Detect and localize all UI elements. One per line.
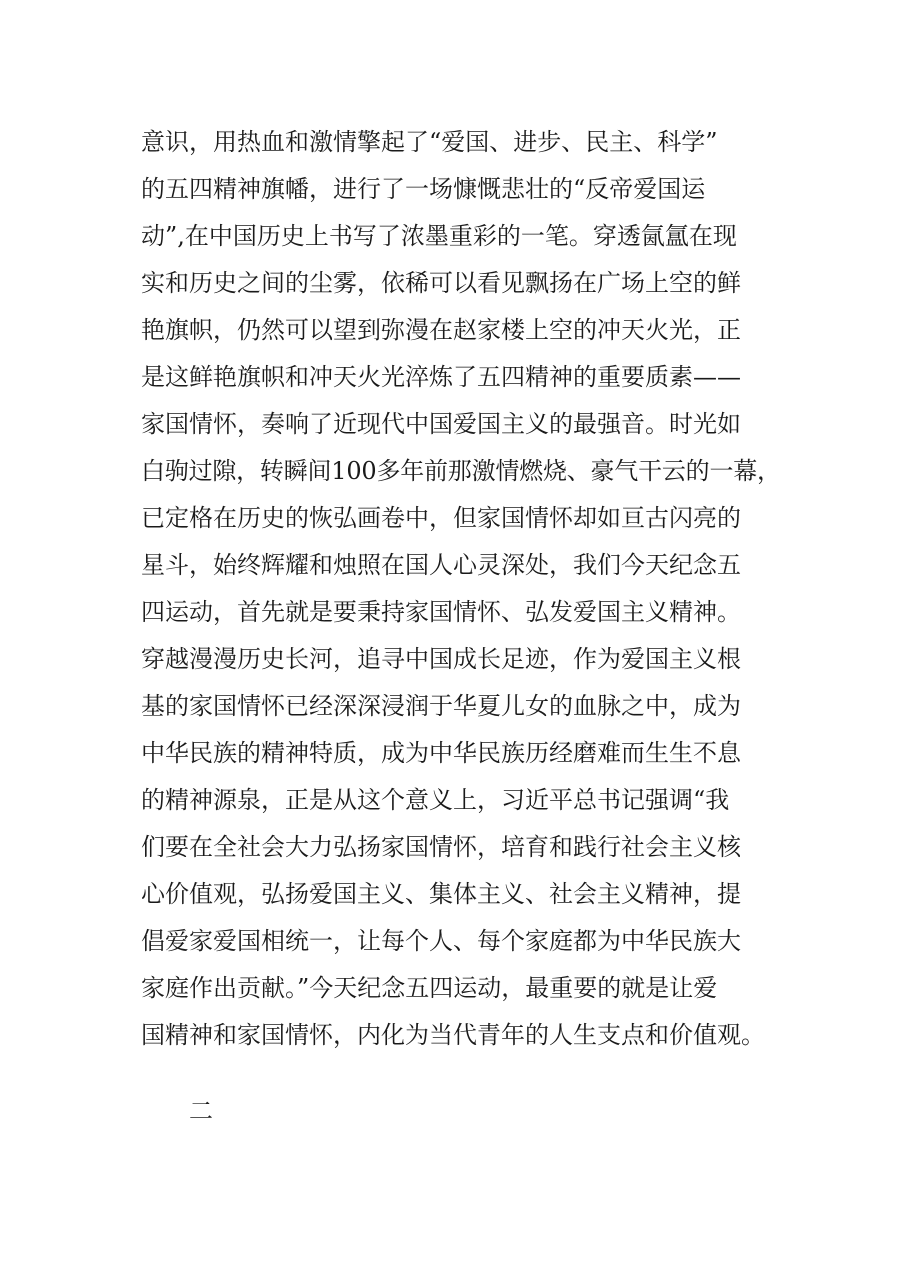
body-text-line: 四运动，首先就是要秉持家国情怀、弘发爱国主义精神。 xyxy=(141,598,741,626)
body-text-line: 是这鲜艳旗帜和冲天火光淬炼了五四精神的重要质素—— xyxy=(141,363,741,391)
body-text-line: 倡爱家爱国相统一，让每个人、每个家庭都为中华民族大 xyxy=(141,927,741,955)
body-text-line: 的精神源泉，正是从这个意义上，习近平总书记强调“我 xyxy=(141,786,730,814)
body-text-line: 心价值观，弘扬爱国主义、集体主义、社会主义精神，提 xyxy=(141,880,741,908)
body-text-line: 穿越漫漫历史长河，追寻中国成长足迹，作为爱国主义根 xyxy=(141,645,741,673)
body-text-line: 动”,在中国历史上书写了浓墨重彩的一笔。穿透氤氲在现 xyxy=(141,222,737,250)
body-text-line: 实和历史之间的尘雾，依稀可以看见飘扬在广场上空的鲜 xyxy=(141,269,741,297)
body-text-line: 中华民族的精神特质，成为中华民族历经磨难而生生不息 xyxy=(141,739,741,767)
body-text-line: 基的家国情怀已经深深浸润于华夏儿女的血脉之中，成为 xyxy=(141,692,741,720)
body-text-line: 已定格在历史的恢弘画卷中，但家国情怀却如亘古闪亮的 xyxy=(141,504,741,532)
body-text-line: 国精神和家国情怀，内化为当代青年的人生支点和价值观。 xyxy=(141,1021,765,1049)
body-text-line: 艳旗帜，仍然可以望到弥漫在赵家楼上空的冲天火光，正 xyxy=(141,316,741,344)
body-text-line: 的五四精神旗幡，进行了一场慷慨悲壮的“反帝爱国运 xyxy=(141,175,706,203)
body-text-line: 家庭作出贡献。”今天纪念五四运动，最重要的就是让爱 xyxy=(141,974,718,1002)
body-text-line: 星斗，始终辉耀和烛照在国人心灵深处，我们今天纪念五 xyxy=(141,551,741,579)
body-text-line: 家国情怀，奏响了近现代中国爱国主义的最强音。时光如 xyxy=(141,410,741,438)
body-text-line: 意识，用热血和激情擎起了“爱国、进步、民主、科学” xyxy=(141,128,718,156)
body-text-line: 白驹过隙，转瞬间100多年前那激情燃烧、豪气干云的一幕， xyxy=(141,457,781,485)
body-text-line: 们要在全社会大力弘扬家国情怀，培育和践行社会主义核 xyxy=(141,833,741,861)
section-heading: 二 xyxy=(189,1097,213,1125)
